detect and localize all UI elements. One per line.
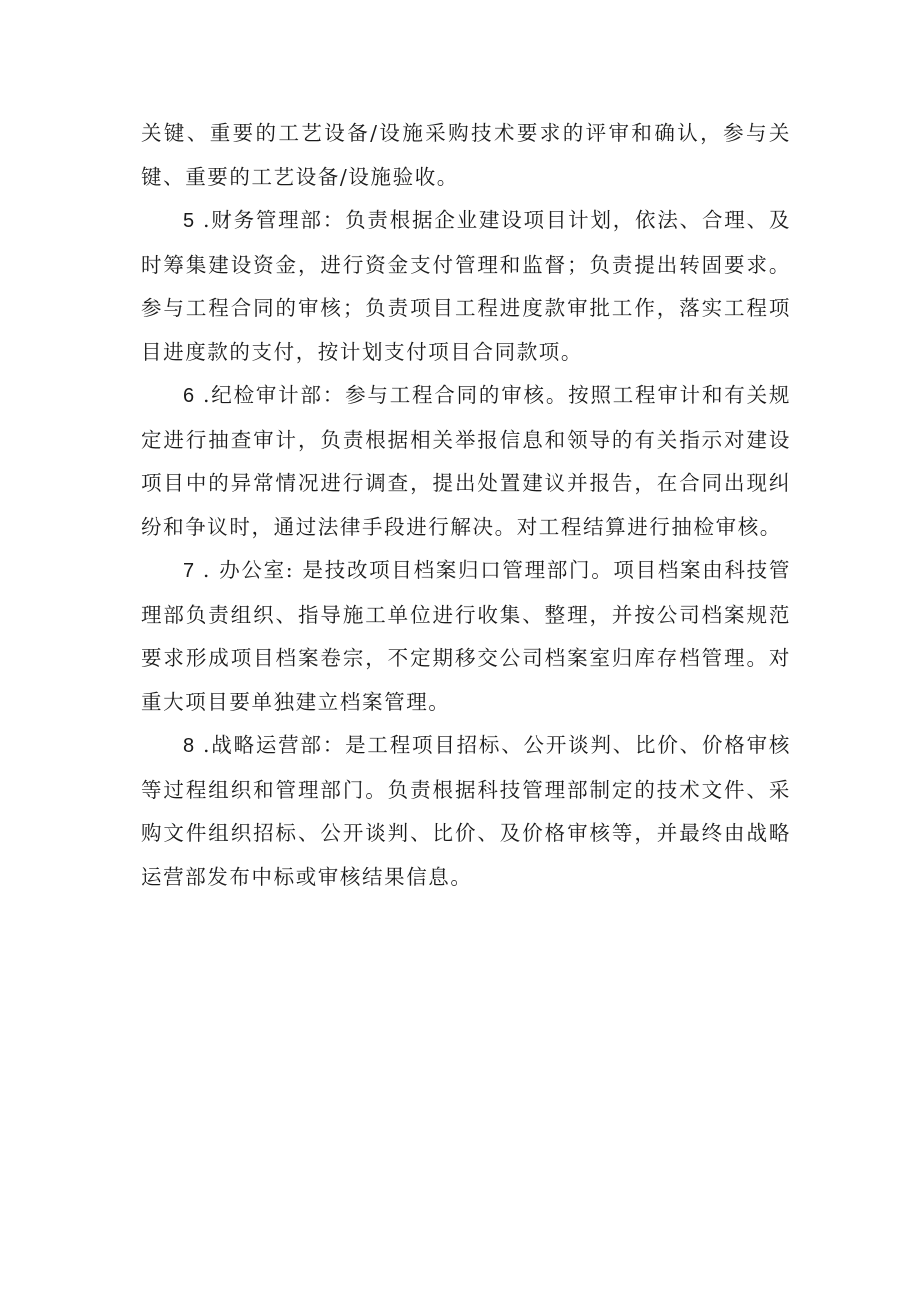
paragraph-text: 关键、重要的工艺设备/设施采购技术要求的评审和确认，参与关键、重要的工艺设备/设施验收。 bbox=[141, 121, 791, 189]
paragraph-text: .战略运营部：是工程项目招标、公开谈判、比价、价格审核等过程组织和管理部门。负责根据科技管理部制定的技术文件、采购文件组织招标、公开谈判、比价、及价格审核等，并最终由战略运营部发布中标或审核结果信息。 bbox=[141, 733, 791, 889]
paragraph-text: .财务管理部：负责根据企业建设项目计划，依法、合理、及时筹集建设资金，进行资金支付管理和监督；负责提出转固要求。参与工程合同的审核；负责项目工程进度款审批工作，落实工程项目进度款的支付，按计划支付项目合同款项。 bbox=[141, 208, 791, 364]
paragraph-number: 5 bbox=[183, 210, 195, 232]
paragraph-number: 6 bbox=[183, 385, 195, 407]
paragraph-number: 8 bbox=[183, 735, 195, 757]
paragraph-finance-dept bbox=[141, 199, 791, 374]
paragraph-office bbox=[141, 549, 791, 724]
paragraph-text: .纪检审计部：参与工程合同的审核。按照工程审计和有关规定进行抽查审计，负责根据相关举报信息和领导的有关指示对建设项目中的异常情况进行调查，提出处置建议并报告，在合同出现纠纷和争议时，通过法律手段进行解决。对工程结算进行抽检审核。 bbox=[141, 383, 791, 539]
paragraph-audit-dept bbox=[141, 374, 791, 549]
paragraph-text: . 办公室: 是技改项目档案归口管理部门。项目档案由科技管理部负责组织、指导施工单位进行收集、整理，并按公司档案规范要求形成项目档案卷宗，不定期移交公司档案室归库存档管理。对重大项目要单独建立档案管理。 bbox=[141, 558, 791, 714]
paragraph-strategy-dept bbox=[141, 724, 791, 899]
document-body bbox=[141, 112, 791, 899]
paragraph-continuation bbox=[141, 112, 791, 199]
paragraph-number: 7 bbox=[183, 560, 195, 582]
